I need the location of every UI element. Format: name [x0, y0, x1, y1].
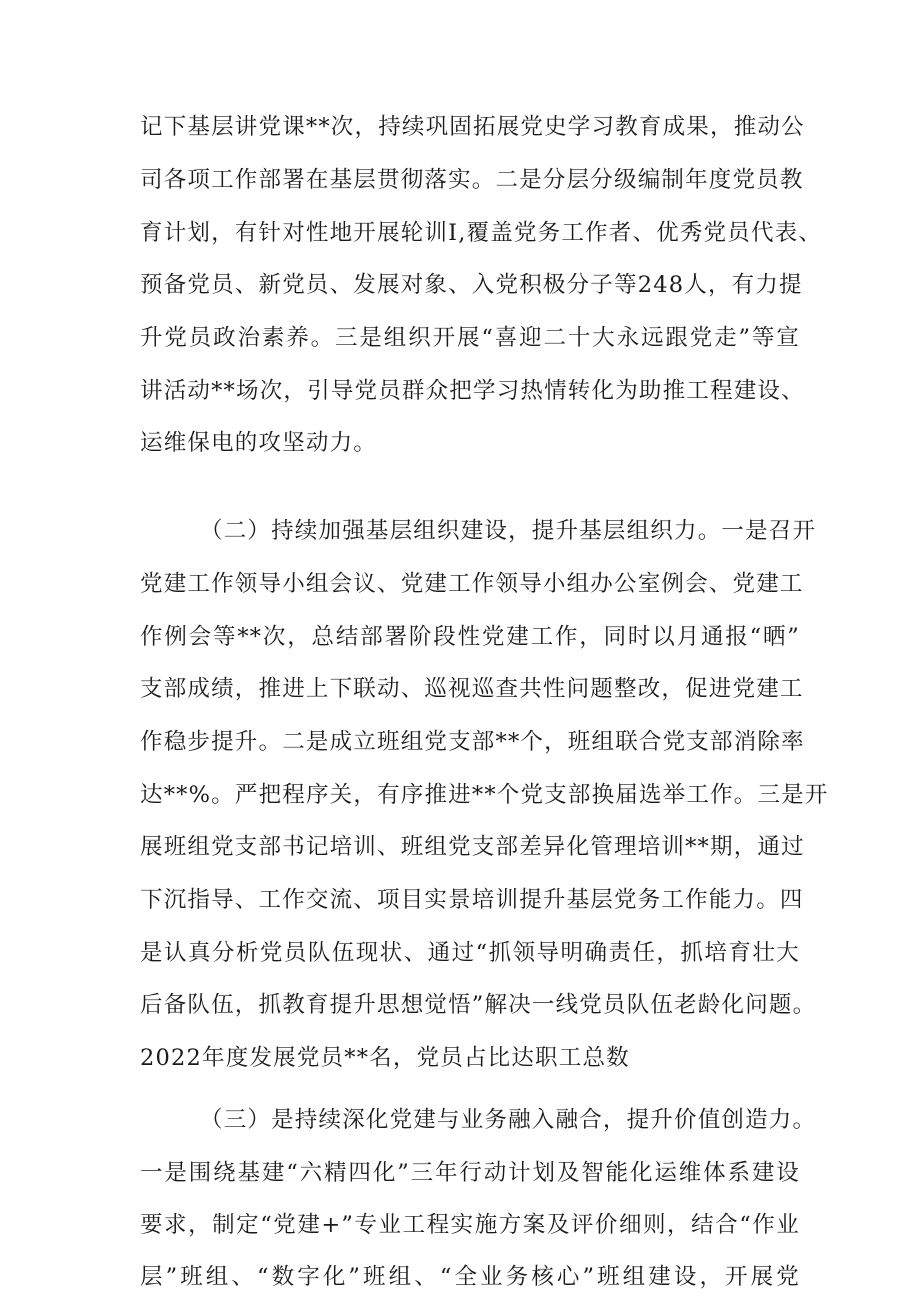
paragraph-1-line-2: 司各项工作部署在基层贯彻落实。二是分层分级编制年度党员教: [140, 167, 804, 193]
paragraph-2-line-11: 2022年度发展党员**名，党员占比达职工总数: [140, 1045, 630, 1071]
paragraph-1-line-5: 升党员政治素养。三是组织开展“喜迎二十大永远跟党走”等宣: [140, 325, 800, 351]
paragraph-1-line-6: 讲活动**场次，引导党员群众把学习热情转化为助推工程建设、: [140, 378, 805, 404]
paragraph-3-line-2: 一是围绕基建“六精四化”三年行动计划及智能化运维体系建设: [140, 1160, 800, 1186]
paragraph-2-line-7: 展班组党支部书记培训、班组党支部差异化管理培训**期，通过: [140, 834, 805, 860]
paragraph-1-line-7: 运维保电的攻坚动力。: [140, 430, 378, 456]
paragraph-3-line-1: （三）是持续深化党建与业务融入融合，提升价值创造力。: [200, 1107, 817, 1133]
paragraph-2-line-8: 下沉指导、工作交流、项目实景培训提升基层党务工作能力。四: [140, 887, 804, 913]
paragraph-1-line-1: 记下基层讲党课**次，持续巩固拓展党史学习教育成果，推动公: [140, 114, 805, 140]
paragraph-2-line-10: 后备队伍，抓教育提升思想觉悟”解决一线党员队伍老龄化问题。: [140, 992, 817, 1018]
paragraph-2-line-3: 作例会等**次，总结部署阶段性党建工作，同时以月通报“晒”: [140, 624, 800, 650]
paragraph-1-line-4: 预备党员、新党员、发展对象、入党积极分子等248人，有力提: [140, 272, 803, 298]
paragraph-2-line-5: 作稳步提升。二是成立班组党支部**个，班组联合党支部消除率: [140, 729, 805, 755]
paragraph-1-line-3: 育计划，有针对性地开展轮训I,覆盖党务工作者、优秀党员代表、: [140, 220, 823, 246]
paragraph-2-line-9: 是认真分析党员队伍现状、通过“抓领导明确责任，抓培育壮大: [140, 940, 800, 966]
paragraph-3-line-4: 层”班组、“数字化”班组、“全业务核心”班组建设，开展党: [140, 1264, 800, 1290]
paragraph-3-line-3: 要求，制定“党建+”专业工程实施方案及评价细则，结合“作业: [140, 1212, 800, 1238]
paragraph-2-line-1: （二）持续加强基层组织建设，提升基层组织力。一是召开: [200, 518, 817, 544]
paragraph-2-line-2: 党建工作领导小组会议、党建工作领导小组办公室例会、党建工: [140, 571, 804, 597]
paragraph-2-line-4: 支部成绩，推进上下联动、巡视巡查共性问题整改，促进党建工: [140, 676, 804, 702]
paragraph-2-line-6: 达**%。严把程序关，有序推进**个党支部换届选举工作。三是开: [140, 782, 829, 808]
